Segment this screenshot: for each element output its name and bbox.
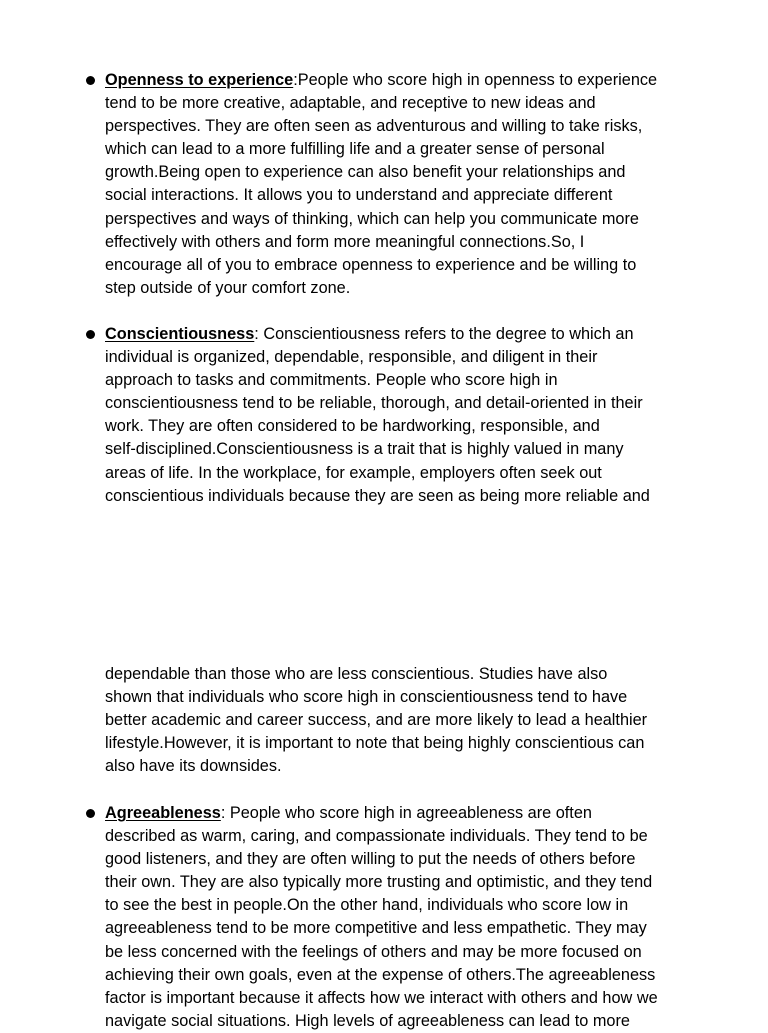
bullet-marker	[86, 76, 95, 85]
paragraph-line: lifestyle.However, it is important to note that being highly conscientious can	[105, 734, 645, 753]
paragraph-line: factor is important because it affects how we interact with others and how we	[105, 988, 658, 1007]
paragraph-line: better academic and career success, and are more likely to lead a healthier	[105, 711, 648, 730]
bullet-marker	[86, 809, 95, 818]
paragraph-line: step outside of your comfort zone.	[105, 278, 351, 297]
paragraph-line: work. They are often considered to be hardworking, responsible, and	[105, 417, 600, 436]
bullet-marker	[86, 330, 95, 339]
term-openness-to-experience: Openness to experience	[105, 71, 294, 89]
paragraph-line: also have its downsides.	[105, 757, 282, 776]
paragraph-line: Openness to experience:People who score high in openness to experience	[105, 71, 658, 89]
paragraph-line: shown that individuals who score high in conscientiousness tend to have	[105, 688, 628, 707]
paragraph-line: conscientiousness tend to be reliable, thorough, and detail-oriented in their	[105, 394, 643, 413]
paragraph-line: approach to tasks and commitments. People who score high in	[105, 371, 558, 390]
paragraph-conscientiousness	[105, 323, 705, 508]
paragraph-line: Agreeableness: People who score high in agreeableness are often	[105, 804, 592, 822]
paragraph-line: individual is organized, dependable, responsible, and diligent in their	[105, 348, 598, 367]
paragraph-agreeableness	[105, 802, 705, 1033]
term-agreeableness: Agreeableness	[105, 804, 221, 822]
paragraph-line: perspectives and ways of thinking, which can help you communicate more	[105, 209, 639, 228]
paragraph-line: conscientious individuals because they are seen as being more reliable and	[105, 486, 650, 505]
paragraph-line: described as warm, caring, and compassionate individuals. They tend to be	[105, 827, 648, 846]
paragraph-line: agreeableness tend to be more competitive and less empathetic. They may	[105, 919, 647, 938]
term-conscientiousness: Conscientiousness	[105, 325, 255, 343]
paragraph-conscientiousness-continued	[105, 663, 705, 778]
paragraph-line: dependable than those who are less conscientious. Studies have also	[105, 665, 608, 683]
paragraph-line: achieving their own goals, even at the expense of others.The agreeableness	[105, 965, 656, 984]
paragraph-line: which can lead to a more fulfilling life and a greater sense of personal	[105, 140, 605, 159]
paragraph-line: Conscientiousness: Conscientiousness refers to the degree to which an	[105, 325, 634, 343]
paragraph-line: good listeners, and they are often willing to put the needs of others before	[105, 850, 636, 869]
paragraph-line: self-disciplined.Conscientiousness is a trait that is highly valued in many	[105, 440, 624, 459]
paragraph-line: be less concerned with the feelings of others and may be more focused on	[105, 942, 642, 961]
paragraph-line: encourage all of you to embrace openness to experience and be willing to	[105, 255, 637, 274]
paragraph-line: tend to be more creative, adaptable, and receptive to new ideas and	[105, 94, 596, 113]
paragraph-line: growth.Being open to experience can also benefit your relationships and	[105, 163, 626, 182]
paragraph-line: effectively with others and form more meaningful connections.So, I	[105, 232, 585, 251]
paragraph-openness	[105, 69, 705, 300]
paragraph-line: perspectives. They are often seen as adventurous and willing to take risks,	[105, 117, 643, 136]
paragraph-line: social interactions. It allows you to understand and appreciate different	[105, 186, 613, 205]
paragraph-line: areas of life. In the workplace, for example, employers often seek out	[105, 463, 602, 482]
paragraph-line: to see the best in people.On the other hand, individuals who score low in	[105, 896, 629, 915]
paragraph-line: navigate social situations. High levels of agreeableness can lead to more	[105, 1011, 630, 1030]
paragraph-line: their own. They are also typically more trusting and optimistic, and they tend	[105, 873, 653, 892]
